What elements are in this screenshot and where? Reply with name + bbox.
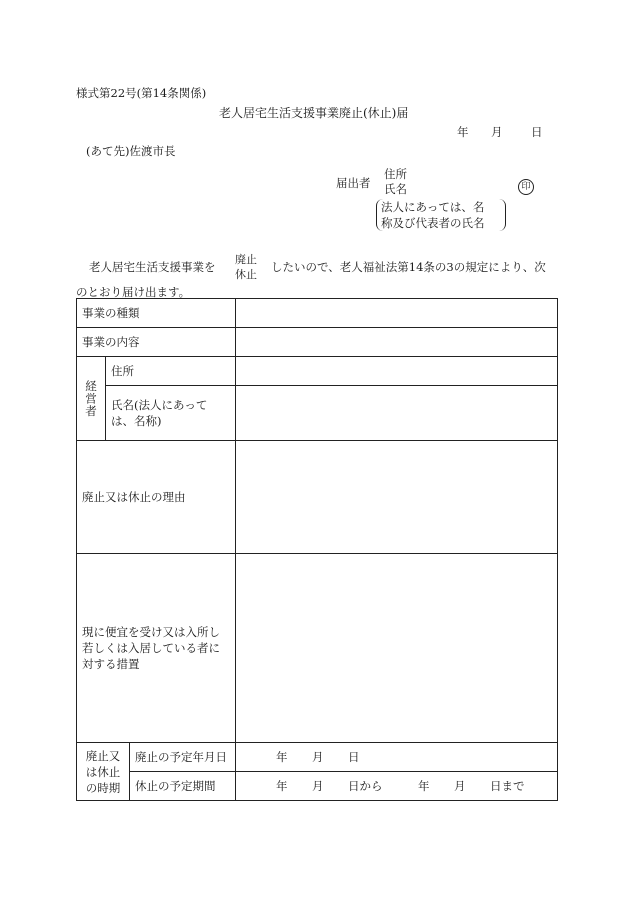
date-year: 年 [457, 125, 469, 139]
measures-field[interactable] [236, 554, 558, 743]
option-suspend: 休止 [235, 268, 257, 281]
operator-name-field[interactable] [236, 386, 558, 441]
reason-label: 廃止又は休止の理由 [77, 441, 236, 554]
submission-date [457, 124, 543, 140]
operator-label: 経営者 [77, 357, 106, 441]
intro-text-2: したいので、老人福祉法第14条の3の規定により、次 [271, 260, 546, 274]
table-row [77, 328, 558, 357]
period-label: 廃止又は休止の時期 [77, 743, 130, 801]
suspend-day-start: 日から [348, 779, 383, 793]
addressee: (あて先)佐渡市長 [86, 144, 176, 158]
seal-mark: 印 [518, 179, 534, 195]
table-row [77, 554, 558, 743]
measures-label: 現に便宜を受け又は入所し若しくは入居している者に対する措置 [77, 554, 236, 743]
document-title: 老人居宅生活支援事業廃止(休止)届 [219, 106, 409, 120]
intro-text-3: のとおり届け出ます。 [76, 285, 191, 299]
table-row [77, 743, 558, 772]
abolish-day: 日 [348, 750, 360, 764]
business-content-label: 事業の内容 [77, 328, 236, 357]
business-type-field[interactable] [236, 299, 558, 328]
filer-name-label: 氏名 [384, 182, 407, 196]
business-type-label: 事業の種類 [77, 299, 236, 328]
operator-address-label: 住所 [106, 357, 236, 386]
date-day: 日 [531, 125, 543, 139]
suspend-month-start: 月 [312, 779, 324, 793]
reason-field[interactable] [236, 441, 558, 554]
abolish-date-field[interactable] [236, 743, 558, 772]
table-row [77, 357, 558, 386]
abolish-year: 年 [276, 750, 288, 764]
form-number: 様式第22号(第14条関係) [76, 86, 207, 100]
table-row [77, 441, 558, 554]
suspend-day-end: 日まで [490, 779, 525, 793]
intro-text-1: 老人居宅生活支援事業を [89, 260, 216, 274]
notification-table [76, 298, 558, 801]
suspend-period-label: 休止の予定期間 [130, 772, 236, 801]
abolish-month: 月 [312, 750, 324, 764]
operator-name-label: 氏名(法人にあっては、名称) [106, 386, 236, 441]
filer-address-label: 住所 [384, 167, 407, 181]
suspend-year-end: 年 [418, 779, 430, 793]
date-month: 月 [491, 125, 503, 139]
table-row [77, 772, 558, 801]
corporate-note [376, 199, 506, 231]
business-content-field[interactable] [236, 328, 558, 357]
option-abolish: 廃止 [235, 253, 257, 266]
suspend-month-end: 月 [454, 779, 466, 793]
filer-label: 届出者 [336, 176, 371, 190]
suspend-period-field[interactable] [236, 772, 558, 801]
abolish-date-label: 廃止の予定年月日 [130, 743, 236, 772]
operator-address-field[interactable] [236, 357, 558, 386]
corporate-note-line2: 称及び代表者の氏名 [381, 216, 485, 230]
table-row [77, 386, 558, 441]
corporate-note-line1: 法人にあっては、名 [381, 200, 485, 214]
table-row [77, 299, 558, 328]
suspend-year-start: 年 [276, 779, 288, 793]
